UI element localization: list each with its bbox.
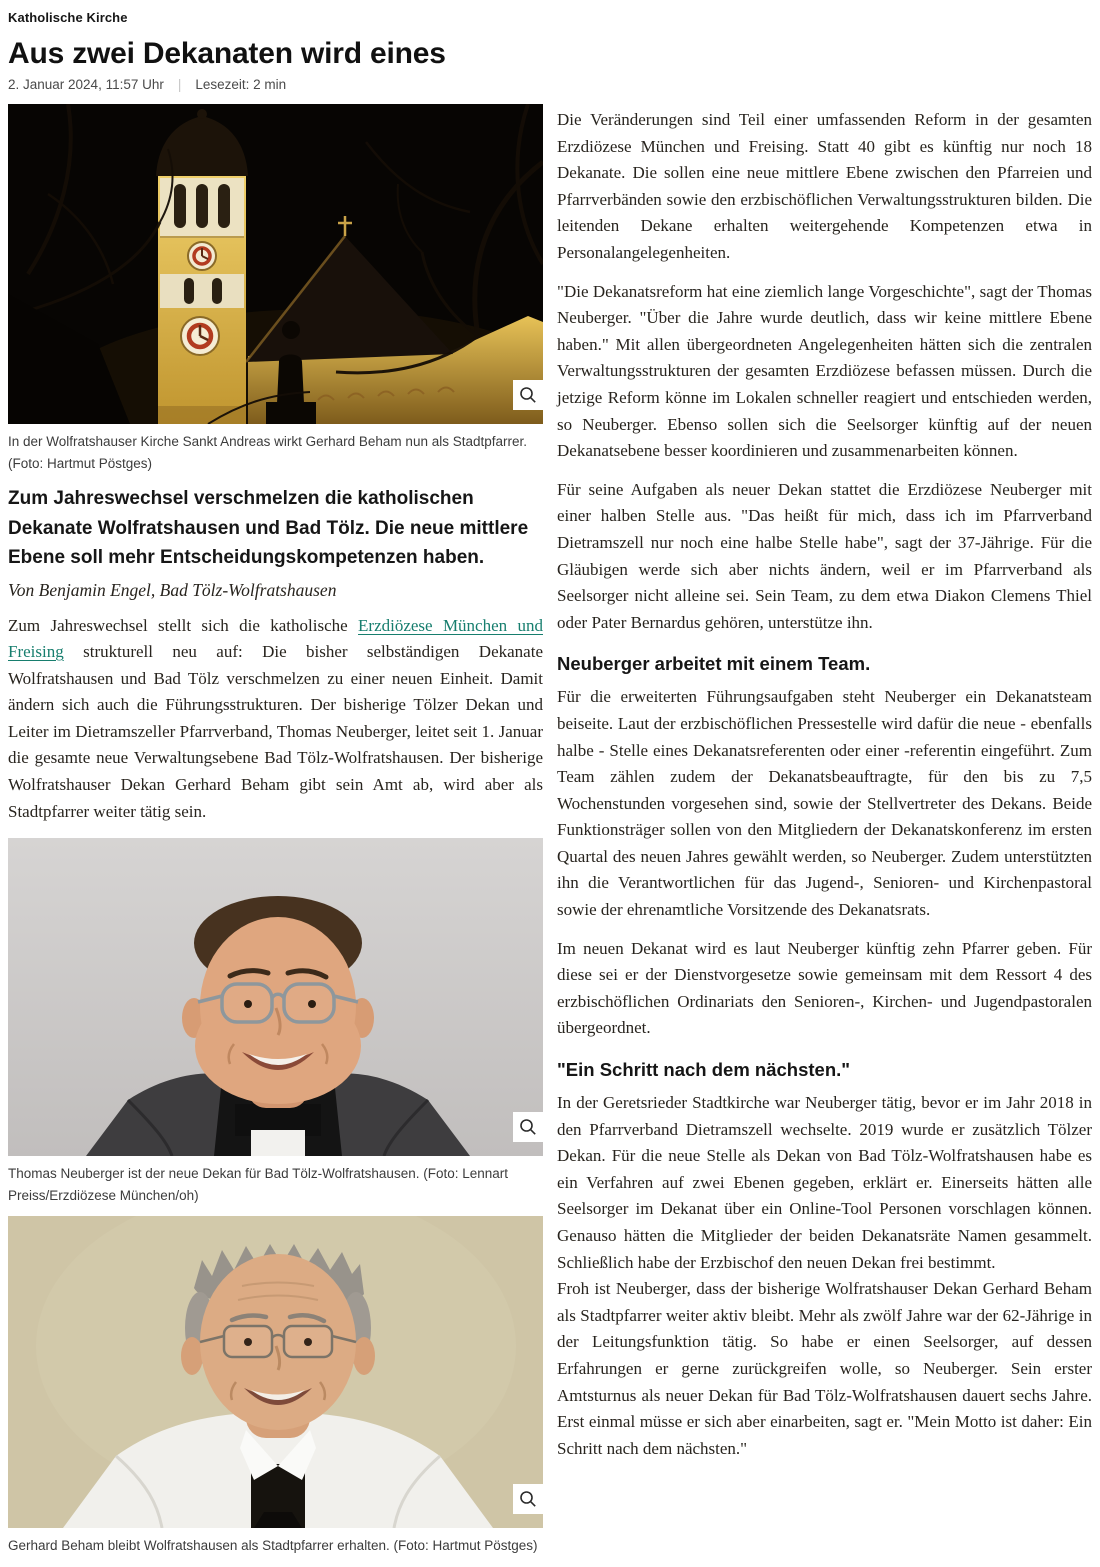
article-paragraph: "Die Dekanatsreform hat eine ziemlich lange Vorgeschichte", sagt der Thomas Neuberger. "Über die Jahre wurde deutlich, dass wir keine mittlere Ebene haben." Mit allen übergeordneten Angelegenheiten hätten sich die zentralen Verwaltungsstrukturen der gesamten Erzdiözese befassen müssen. Durch die jetzige Reform könne im Lokalen schneller reagiert und entschieden werden, so Neuberger. Ebenso sollen sich die Seelsorger künftig auf der neuen Dekanatsebene besser koordinieren und zusammenarbeiten können.: [557, 281, 1092, 461]
intro-text-after: strukturell neu auf: Die bisher selbständigen Dekanate Wolfratshausen und Bad Tölz verschmelzen zu einer neuen Einheit. Damit ändern sich auch die Führungsstrukturen. Der bisherige Tölzer Dekan und Leiter im Dietramszeller Pfarrverband, Thomas Neuberger, leitet seit 1. Januar die gesamte neue Verwaltungsebene Bad Tölz-Wolfratshausen. Der bisherige Wolfratshauser Dekan Gerhard Beham gibt sein Amt ab, wird aber als Stadtpfarrer weiter tätig sein.: [8, 642, 543, 821]
church-night-photo: [8, 104, 543, 424]
neuberger-photo-figure: [8, 838, 543, 1156]
article-paragraph: [8, 613, 543, 826]
article-body-column: [557, 104, 1092, 1567]
page-title: Aus zwei Dekanaten wird eines: [8, 37, 446, 70]
article-paragraph: Froh ist Neuberger, dass der bisherige Wolfratshauser Dekan Gerhard Beham als Stadtpfarrer weiter aktiv bleibt. Mehr als zwölf Jahre war der 62-Jährige in der Leitungsfunktion tätig. So habe er einen Seelsorger, auf dessen Erfahrungen er gerne zurückgreifen wolle, so Neuberger. Sein erster Amtsturnus als neuer Dekan für Bad Tölz-Wolfratshausen dauert sechs Jahre. Erst einmal müsse er sich aber einarbeiten, sagt er. "Mein Motto ist daher: Ein Schritt nach dem nächsten.": [557, 1279, 1092, 1458]
article-paragraph: Für die erweiterten Führungsaufgaben steht Neuberger ein Dekanatsteam beiseite. Laut der erzbischöflichen Pressestelle wird dafür die neue - ebenfalls halbe - Stelle eines Dekanatsreferenten oder einer -referentin eingeführt. Zum Team zählen zudem der Dekanatsbeauftragte, für den bis zu 7,5 Wochenstunden vorgesehen sind, sowie der Stellvertreter des Dekans. Beide Funktionsträger sollen von den Mitgliedern der Dekanatskonferenz im ersten Quartal des neuen Jahres gewählt werden, so Neuberger. Zudem unterstützten ihn die Verantwortlichen für das Jugend-, Senioren- und Kirchenpastoral sowie der ehrenamtliche Vorsitzende des Dekanatsrats.: [557, 687, 1092, 920]
magnifier-icon: [519, 1490, 537, 1508]
beham-portrait-photo: [8, 1216, 543, 1528]
church-photo-caption: In der Wolfratshauser Kirche Sankt Andreas wirkt Gerhard Beham nun als Stadtpfarrer. (Foto: Hartmut Pöstges): [8, 434, 528, 471]
magnifier-icon: [519, 386, 537, 404]
article-paragraph: Die Veränderungen sind Teil einer umfassenden Reform in der gesamten Erzdiözese München und Freising. Statt 40 gibt es künftig nur noch 18 Dekanate. Die sollen eine neue mittlere Ebene zwischen den Pfarreien und Pfarrverbänden sowie den erzbischöflichen Verwaltungsstrukturen bilden. Die leitenden Dekane erhalten weitergehende Kompetenzen etwa in Personalangelegenheiten.: [557, 110, 1092, 262]
beham-photo-caption: Gerhard Beham bleibt Wolfratshausen als Stadtpfarrer erhalten. (Foto: Hartmut Pöstges): [8, 1538, 538, 1554]
meta-divider: |: [177, 77, 182, 92]
read-time: Lesezeit: 2 min: [195, 77, 287, 92]
church-photo-figure: [8, 104, 543, 424]
article-meta: [8, 77, 1092, 92]
byline: Von Benjamin Engel, Bad Tölz-Wolfratshausen: [8, 579, 337, 600]
neuberger-photo-caption: Thomas Neuberger ist der neue Dekan für Bad Tölz-Wolfratshausen. (Foto: Lennart Preiss/Erzdiözese München/oh): [8, 1166, 509, 1203]
image-zoom-button[interactable]: [513, 1112, 543, 1142]
subheading: Neuberger arbeitet mit einem Team.: [557, 653, 871, 675]
erzdioezese-link[interactable]: Erzdiözese München und Freising: [8, 615, 543, 662]
image-zoom-button[interactable]: [513, 1484, 543, 1514]
beham-photo-figure: [8, 1216, 543, 1528]
magnifier-icon: [519, 1118, 537, 1136]
intro-text-before: Zum Jahreswechsel stellt sich die katholische: [8, 615, 359, 635]
article-paragraph: Für seine Aufgaben als neuer Dekan stattet die Erzdiözese Neuberger mit einer halben Stelle aus. "Das heißt für mich, dass ich im Pfarrverband Dietramszell nur noch eine halbe Stelle habe", sagt der 37-Jährige. Für die Gläubigen werde sich aber nichts ändern, weil er im Pfarrverband als Seelsorger nicht alleine sei. Sein Team, zu dem etwa Diakon Clemens Thiel oder Pater Bernardus gehören, unterstütze ihn.: [557, 479, 1092, 632]
neuberger-portrait-photo: [8, 838, 543, 1156]
article-paragraph: In der Geretsrieder Stadtkirche war Neuberger tätig, bevor er im Jahr 2018 in den Pfarrverband Dietramszell wechselte. 2019 wurde er zusätzlich Tölzer Dekan. Für die neue Stelle als Dekan von Bad Tölz-Wolfratshausen habe es ein Verfahren auf zwei Ebenen gegeben, erklärt er. Einerseits hätten alle Seelsorger im Dekanat über ein Online-Tool Personen vorschlagen können. Genauso hätten die Mitglieder der beiden Dekanatsräte Namen gesammelt. Schließlich habe der Erzbischof den neuen Dekan frei bestimmt.: [557, 1093, 1092, 1272]
article-paragraph: Im neuen Dekanat wird es laut Neuberger künftig zehn Pfarrer geben. Für diese sei er der Dienstvorgesetze sowie gemeinsam mit dem Ressort 4 des erzbischöflichen Ordinariats den Senioren-, Kirchen- und Jugendpastoralen übergeordnet.: [557, 938, 1092, 1038]
article-columns: [8, 104, 1092, 1567]
article-lead-column: [8, 104, 543, 1567]
article-lede: Zum Jahreswechsel verschmelzen die katholischen Dekanate Wolfratshausen und Bad Tölz. Die neue mittlere Ebene soll mehr Entscheidungskompetenzen haben.: [8, 488, 529, 569]
kicker: Katholische Kirche: [8, 10, 128, 25]
publish-date: 2. Januar 2024, 11:57 Uhr: [8, 77, 164, 92]
subheading: "Ein Schritt nach dem nächsten.": [557, 1059, 851, 1081]
image-zoom-button[interactable]: [513, 380, 543, 410]
